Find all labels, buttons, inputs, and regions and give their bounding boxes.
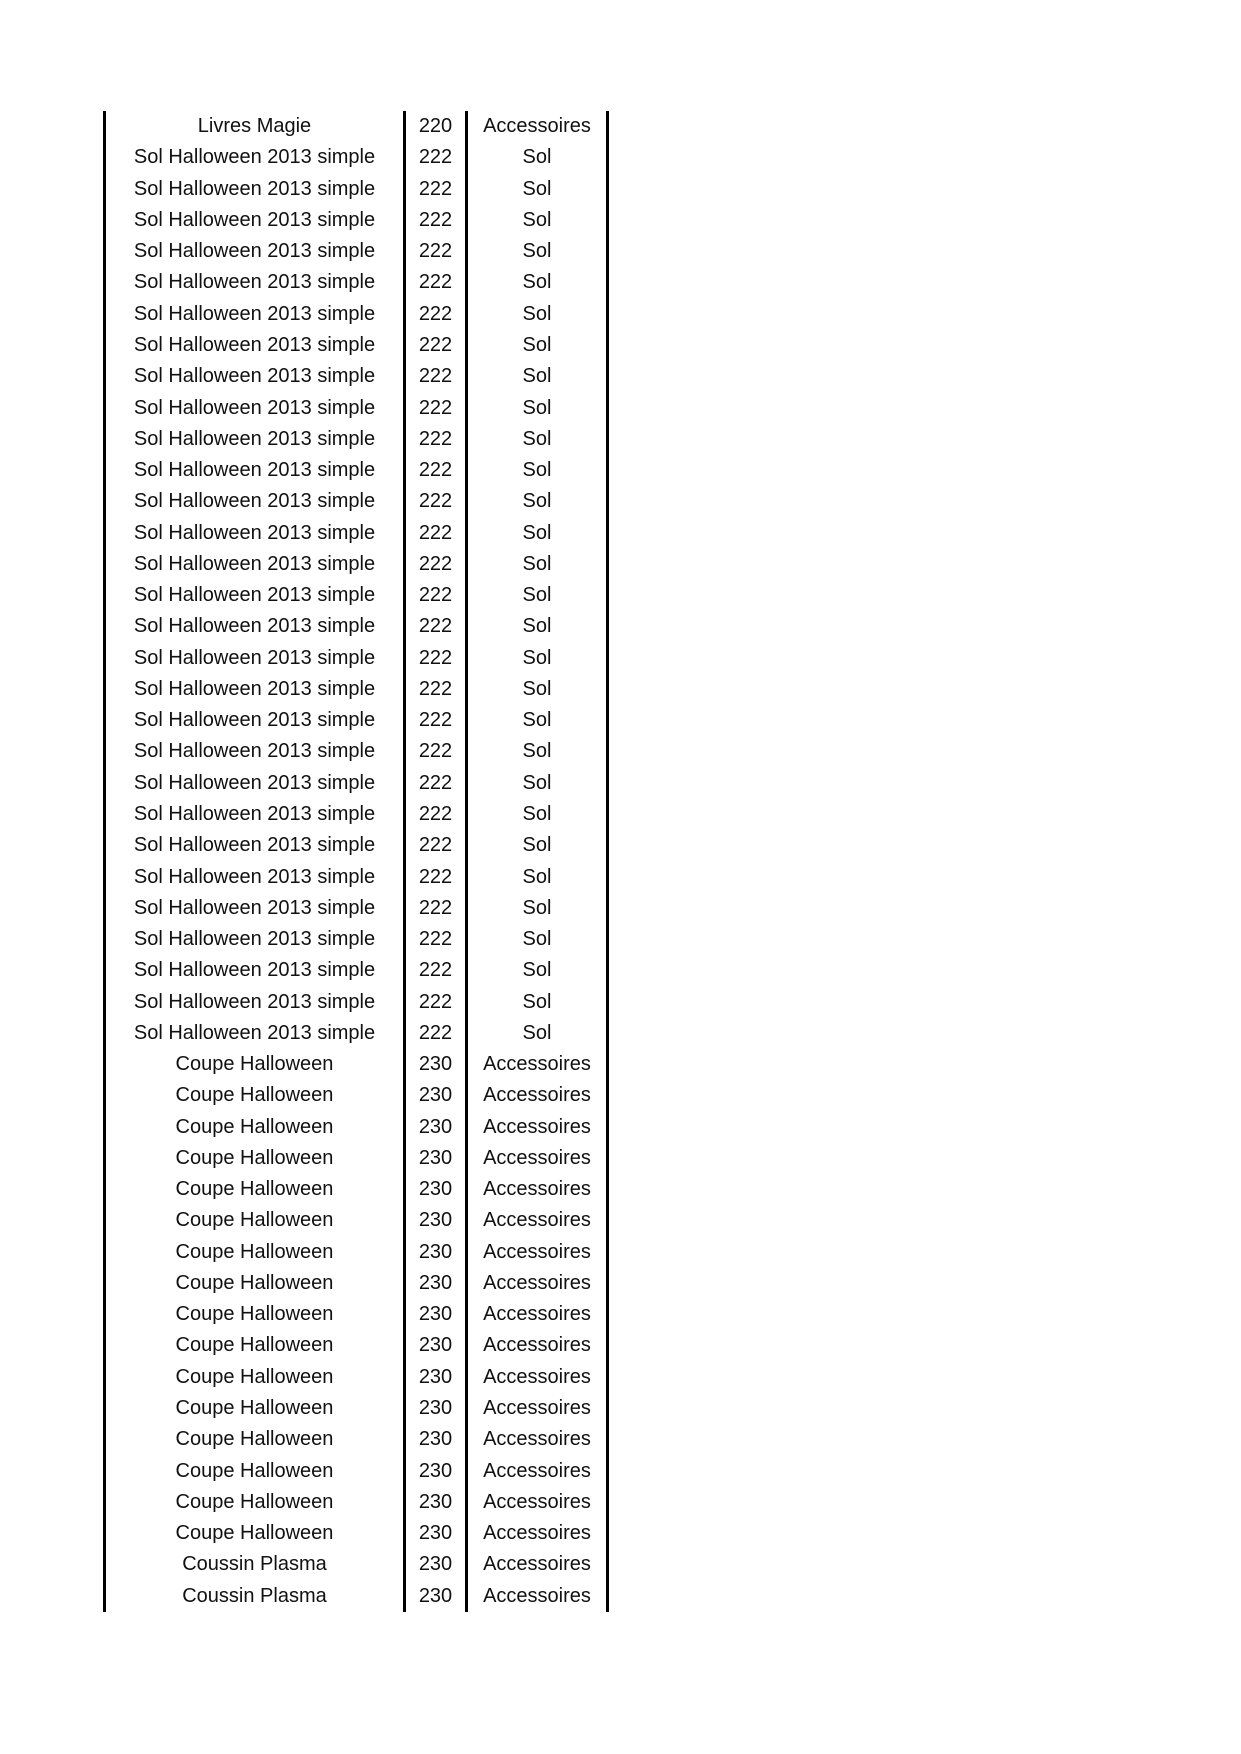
- cell-code: 222: [418, 521, 453, 544]
- cell-code: 222: [418, 333, 453, 356]
- cell-category: Sol: [467, 955, 608, 986]
- cell-code: 222: [418, 552, 453, 575]
- table-row: [105, 955, 608, 986]
- table-row: [105, 142, 608, 173]
- cell-code: 222: [418, 146, 453, 169]
- table-row: [105, 736, 608, 767]
- cell-category: Accessoires: [467, 1424, 608, 1455]
- table-row: [105, 330, 608, 361]
- cell-category: Accessoires: [467, 1049, 608, 1080]
- cell-article: Sol Halloween 2013 simple: [105, 643, 405, 674]
- table-row: [105, 1518, 608, 1549]
- cell-article: Sol Halloween 2013 simple: [105, 893, 405, 924]
- cell-category: Sol: [467, 768, 608, 799]
- table-row: [105, 611, 608, 642]
- cell-code: 230: [418, 1209, 453, 1232]
- table-row: [105, 299, 608, 330]
- cell-article: Coupe Halloween: [105, 1205, 405, 1236]
- cell-code: 222: [418, 771, 453, 794]
- cell-article: Coupe Halloween: [105, 1080, 405, 1111]
- table-row: [105, 1549, 608, 1580]
- cell-category: Accessoires: [467, 1518, 608, 1549]
- table-row: [105, 111, 608, 142]
- cell-code: 230: [418, 1303, 453, 1326]
- cell-article: Coupe Halloween: [105, 1424, 405, 1455]
- cell-category: Accessoires: [467, 1549, 608, 1580]
- cell-category: Sol: [467, 643, 608, 674]
- cell-article: Sol Halloween 2013 simple: [105, 267, 405, 298]
- cell-code: 222: [418, 490, 453, 513]
- table-row: [105, 1580, 608, 1611]
- cell-code: 222: [418, 865, 453, 888]
- table-row: [105, 799, 608, 830]
- cell-category: Sol: [467, 142, 608, 173]
- table-row: [105, 361, 608, 392]
- table-row: [105, 768, 608, 799]
- cell-category: Sol: [467, 674, 608, 705]
- cell-category: Accessoires: [467, 1268, 608, 1299]
- table-row: [105, 1455, 608, 1486]
- cell-code: 230: [418, 1271, 453, 1294]
- table-row: [105, 924, 608, 955]
- table-row: [105, 1080, 608, 1111]
- cell-article: Sol Halloween 2013 simple: [105, 517, 405, 548]
- cell-code: 222: [418, 302, 453, 325]
- cell-article: Coupe Halloween: [105, 1268, 405, 1299]
- cell-article: Coupe Halloween: [105, 1174, 405, 1205]
- cell-category: Sol: [467, 705, 608, 736]
- cell-article: Sol Halloween 2013 simple: [105, 736, 405, 767]
- table-row: [105, 1393, 608, 1424]
- cell-category: Accessoires: [467, 1237, 608, 1268]
- cell-code: 230: [418, 1459, 453, 1482]
- cell-code: 222: [418, 396, 453, 419]
- cell-code: 230: [418, 1053, 453, 1076]
- table-row: [105, 1018, 608, 1049]
- cell-category: Sol: [467, 455, 608, 486]
- cell-article: Sol Halloween 2013 simple: [105, 142, 405, 173]
- cell-category: Sol: [467, 830, 608, 861]
- cell-code: 230: [418, 1146, 453, 1169]
- cell-code: 222: [418, 240, 453, 263]
- cell-article: Coupe Halloween: [105, 1049, 405, 1080]
- cell-code: 222: [418, 646, 453, 669]
- cell-article: Sol Halloween 2013 simple: [105, 424, 405, 455]
- table-body: [105, 111, 608, 1612]
- cell-article: Coupe Halloween: [105, 1299, 405, 1330]
- cell-article: Coupe Halloween: [105, 1393, 405, 1424]
- cell-code: 222: [418, 177, 453, 200]
- cell-code: 222: [418, 615, 453, 638]
- cell-code: 222: [418, 1021, 453, 1044]
- cell-category: Sol: [467, 861, 608, 892]
- cell-category: Sol: [467, 486, 608, 517]
- cell-article: Sol Halloween 2013 simple: [105, 674, 405, 705]
- cell-article: Coupe Halloween: [105, 1143, 405, 1174]
- table-row: [105, 830, 608, 861]
- cell-code: 222: [418, 584, 453, 607]
- table-row: [105, 580, 608, 611]
- cell-category: Accessoires: [467, 1112, 608, 1143]
- table-row: [105, 455, 608, 486]
- cell-article: Sol Halloween 2013 simple: [105, 830, 405, 861]
- cell-code: 230: [418, 1397, 453, 1420]
- table-row: [105, 1330, 608, 1361]
- cell-category: Sol: [467, 736, 608, 767]
- table-row: [105, 486, 608, 517]
- cell-article: Sol Halloween 2013 simple: [105, 549, 405, 580]
- cell-article: Sol Halloween 2013 simple: [105, 924, 405, 955]
- table-row: [105, 1143, 608, 1174]
- cell-category: Accessoires: [467, 1455, 608, 1486]
- cell-category: Sol: [467, 392, 608, 423]
- table-row: [105, 549, 608, 580]
- cell-code: 230: [418, 1553, 453, 1576]
- cell-category: Accessoires: [467, 1174, 608, 1205]
- cell-category: Accessoires: [467, 1205, 608, 1236]
- cell-category: Sol: [467, 299, 608, 330]
- cell-code: 220: [418, 115, 453, 138]
- cell-article: Coussin Plasma: [105, 1580, 405, 1611]
- data-table: [103, 111, 609, 1612]
- table-row: [105, 705, 608, 736]
- cell-code: 222: [418, 928, 453, 951]
- cell-article: Sol Halloween 2013 simple: [105, 330, 405, 361]
- cell-article: Sol Halloween 2013 simple: [105, 799, 405, 830]
- cell-category: Accessoires: [467, 1299, 608, 1330]
- cell-category: Sol: [467, 267, 608, 298]
- table-row: [105, 1424, 608, 1455]
- cell-category: Accessoires: [467, 1362, 608, 1393]
- cell-code: 222: [418, 365, 453, 388]
- cell-category: Sol: [467, 330, 608, 361]
- cell-category: Accessoires: [467, 1080, 608, 1111]
- table-row: [105, 674, 608, 705]
- cell-category: Sol: [467, 924, 608, 955]
- cell-article: Coupe Halloween: [105, 1455, 405, 1486]
- cell-article: Coupe Halloween: [105, 1112, 405, 1143]
- table-row: [105, 1362, 608, 1393]
- cell-code: 230: [418, 1115, 453, 1138]
- cell-article: Coupe Halloween: [105, 1518, 405, 1549]
- cell-article: Coupe Halloween: [105, 1330, 405, 1361]
- cell-category: Sol: [467, 611, 608, 642]
- cell-category: Sol: [467, 986, 608, 1017]
- table-row: [105, 1268, 608, 1299]
- cell-article: Sol Halloween 2013 simple: [105, 705, 405, 736]
- cell-code: 222: [418, 677, 453, 700]
- cell-article: Sol Halloween 2013 simple: [105, 174, 405, 205]
- cell-article: Sol Halloween 2013 simple: [105, 361, 405, 392]
- cell-code: 230: [418, 1428, 453, 1451]
- cell-article: Sol Halloween 2013 simple: [105, 236, 405, 267]
- cell-code: 222: [418, 208, 453, 231]
- table-row: [105, 267, 608, 298]
- table-row: [105, 1205, 608, 1236]
- cell-article: Coupe Halloween: [105, 1237, 405, 1268]
- cell-category: Sol: [467, 549, 608, 580]
- cell-code: 222: [418, 990, 453, 1013]
- cell-code: 222: [418, 427, 453, 450]
- cell-category: Accessoires: [467, 1330, 608, 1361]
- cell-category: Accessoires: [467, 1393, 608, 1424]
- table-row: [105, 517, 608, 548]
- table-row: [105, 236, 608, 267]
- table-row: [105, 893, 608, 924]
- cell-category: Sol: [467, 424, 608, 455]
- cell-category: Sol: [467, 799, 608, 830]
- spreadsheet-page: [103, 111, 609, 1612]
- cell-code: 222: [418, 896, 453, 919]
- cell-article: Sol Halloween 2013 simple: [105, 768, 405, 799]
- cell-article: Coupe Halloween: [105, 1362, 405, 1393]
- cell-article: Coussin Plasma: [105, 1549, 405, 1580]
- cell-article: Sol Halloween 2013 simple: [105, 486, 405, 517]
- cell-article: Sol Halloween 2013 simple: [105, 205, 405, 236]
- cell-code: 222: [418, 959, 453, 982]
- cell-category: Accessoires: [467, 111, 608, 142]
- cell-code: 222: [418, 802, 453, 825]
- cell-code: 222: [418, 459, 453, 482]
- cell-article: Sol Halloween 2013 simple: [105, 611, 405, 642]
- cell-code: 230: [418, 1522, 453, 1545]
- cell-code: 230: [418, 1178, 453, 1201]
- cell-code: 230: [418, 1490, 453, 1513]
- cell-code: 230: [418, 1334, 453, 1357]
- cell-article: Sol Halloween 2013 simple: [105, 1018, 405, 1049]
- cell-article: Sol Halloween 2013 simple: [105, 861, 405, 892]
- table-row: [105, 986, 608, 1017]
- cell-category: Sol: [467, 174, 608, 205]
- cell-category: Sol: [467, 1018, 608, 1049]
- table-row: [105, 424, 608, 455]
- cell-article: Sol Halloween 2013 simple: [105, 299, 405, 330]
- table-row: [105, 1299, 608, 1330]
- table-row: [105, 1049, 608, 1080]
- cell-article: Sol Halloween 2013 simple: [105, 392, 405, 423]
- cell-article: Livres Magie: [105, 111, 405, 142]
- table-row: [105, 643, 608, 674]
- table-row: [105, 205, 608, 236]
- table-row: [105, 392, 608, 423]
- cell-article: Coupe Halloween: [105, 1487, 405, 1518]
- cell-category: Accessoires: [467, 1580, 608, 1611]
- cell-category: Accessoires: [467, 1143, 608, 1174]
- cell-article: Sol Halloween 2013 simple: [105, 955, 405, 986]
- cell-category: Sol: [467, 580, 608, 611]
- cell-category: Sol: [467, 236, 608, 267]
- table-row: [105, 174, 608, 205]
- cell-category: Sol: [467, 517, 608, 548]
- table-row: [105, 861, 608, 892]
- cell-code: 230: [418, 1365, 453, 1388]
- cell-article: Sol Halloween 2013 simple: [105, 986, 405, 1017]
- table-row: [105, 1487, 608, 1518]
- table-row: [105, 1112, 608, 1143]
- cell-code: 222: [418, 740, 453, 763]
- cell-code: 230: [418, 1240, 453, 1263]
- cell-category: Sol: [467, 205, 608, 236]
- cell-category: Sol: [467, 893, 608, 924]
- table-row: [105, 1237, 608, 1268]
- cell-category: Accessoires: [467, 1487, 608, 1518]
- cell-code: 222: [418, 271, 453, 294]
- cell-code: 222: [418, 834, 453, 857]
- cell-article: Sol Halloween 2013 simple: [105, 580, 405, 611]
- cell-code: 222: [418, 709, 453, 732]
- table-row: [105, 1174, 608, 1205]
- cell-category: Sol: [467, 361, 608, 392]
- cell-code: 230: [418, 1584, 453, 1607]
- cell-code: 230: [418, 1084, 453, 1107]
- cell-article: Sol Halloween 2013 simple: [105, 455, 405, 486]
